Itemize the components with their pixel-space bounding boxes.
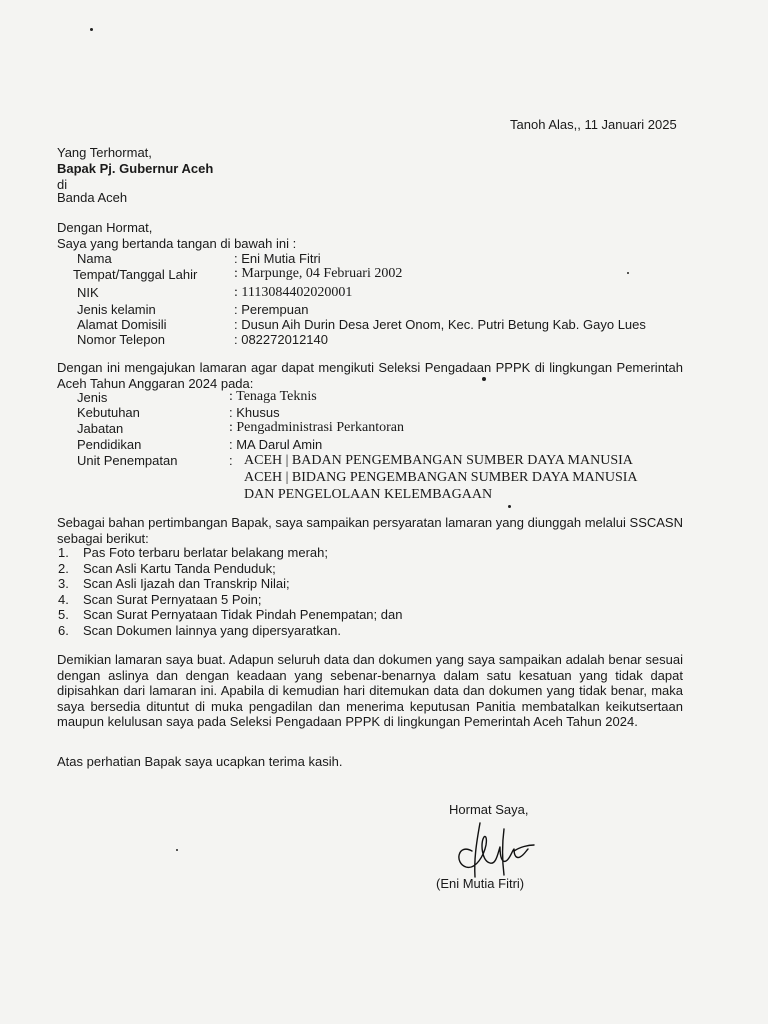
position-label: Jenis (77, 390, 108, 405)
applicant-label: Nama (77, 251, 112, 266)
salutation: Yang Terhormat, (57, 145, 152, 160)
signatory-name: (Eni Mutia Fitri) (436, 876, 525, 891)
list-text: Scan Asli Kartu Tanda Penduduk; (83, 560, 276, 576)
unit-line: DAN PENGELOLAAN KELEMBAGAAN (244, 487, 493, 502)
position-value: : Tenaga Teknis (229, 389, 317, 404)
list-number: 3. (58, 576, 69, 592)
recipient-preposition: di (57, 177, 68, 192)
unit-value (244, 452, 638, 503)
applicant-value: : Eni Mutia Fitri (234, 251, 321, 266)
applicant-value: : Marpunge, 04 Februari 2002 (234, 266, 403, 281)
recipient-name: Bapak Pj. Gubernur Aceh (57, 161, 214, 176)
applicant-label: Alamat Domisili (77, 317, 167, 332)
list-number: 6. (58, 622, 69, 638)
applicant-label: Tempat/Tanggal Lahir (73, 267, 198, 282)
list-text: Scan Asli Ijazah dan Transkrip Nilai; (83, 576, 290, 592)
greeting: Dengan Hormat, (57, 220, 153, 235)
application-paragraph: Dengan ini mengajukan lamaran agar dapat mengikuti Seleksi Pengadaan PPPK di lingkungan Pemerintah Aceh Tahun Anggaran 2024 pada: (57, 360, 683, 391)
closing-paragraph: Demikian lamaran saya buat. Adapun seluruh data dan dokumen yang saya sampaikan adalah benar sesuai dengan aslinya dan dengan keadaan yang sebenar-benarnya dalam satu kesatuan yang tidak dapat dipisahkan dari lamaran ini. Apabila di kemudian hari ditemukan data dan dokumen yang tidak benar, maka saya bersedia dituntut di muka pengadilan dan menerima keputusan Panitia membatalkan keikutsertaan maupun kelulusan saya pada Seleksi Pengadaan PPPK di lingkungan Pemerintah Aceh Tahun 2024. (57, 652, 683, 730)
list-text: Pas Foto terbaru berlatar belakang merah; (83, 545, 328, 560)
list-number: 2. (58, 560, 69, 576)
applicant-label: Nomor Telepon (77, 332, 165, 347)
applicant-label: NIK (77, 285, 99, 300)
scan-speck (508, 505, 511, 508)
intro-line: Saya yang bertanda tangan di bawah ini : (57, 236, 297, 251)
applicant-label: Jenis kelamin (77, 302, 156, 317)
sign-off: Hormat Saya, (449, 802, 529, 817)
applicant-value: : Perempuan (234, 302, 309, 317)
unit-label: Unit Penempatan (77, 453, 178, 468)
position-value: : Pengadministrasi Perkantoran (229, 420, 404, 435)
place-date: Tanoh Alas,, 11 Januari 2025 (510, 117, 677, 132)
scan-speck (176, 849, 178, 851)
list-number: 1. (58, 545, 69, 560)
list-number: 4. (58, 591, 69, 607)
requirements-intro: Sebagai bahan pertimbangan Bapak, saya sampaikan persyaratan lamaran yang diunggah melalui SSCASN sebagai berikut: (57, 515, 683, 546)
list-text: Scan Surat Pernyataan Tidak Pindah Penempatan; dan (83, 607, 403, 623)
applicant-value: : 082272012140 (234, 332, 328, 347)
position-value: : Khusus (229, 405, 280, 420)
unit-line: ACEH | BIDANG PENGEMBANGAN SUMBER DAYA MANUSIA (244, 470, 638, 485)
signature-image (440, 815, 550, 885)
scan-speck (627, 272, 629, 274)
list-text: Scan Surat Pernyataan 5 Poin; (83, 591, 262, 607)
unit-colon: : (229, 453, 233, 468)
scan-speck (482, 377, 486, 381)
unit-line: ACEH | BADAN PENGEMBANGAN SUMBER DAYA MANUSIA (244, 453, 633, 468)
position-value: : MA Darul Amin (229, 437, 323, 452)
scan-speck (90, 28, 93, 31)
recipient-city: Banda Aceh (57, 190, 128, 205)
position-label: Kebutuhan (77, 405, 140, 420)
position-label: Jabatan (77, 421, 124, 436)
list-number: 5. (58, 607, 69, 623)
applicant-value: : Dusun Aih Durin Desa Jeret Onom, Kec. Putri Betung Kab. Gayo Lues (234, 317, 646, 332)
thanks-line: Atas perhatian Bapak saya ucapkan terima kasih. (57, 754, 343, 769)
position-label: Pendidikan (77, 437, 142, 452)
list-text: Scan Dokumen lainnya yang dipersyaratkan. (83, 622, 341, 638)
applicant-value: : 1113084402020001 (234, 285, 353, 300)
